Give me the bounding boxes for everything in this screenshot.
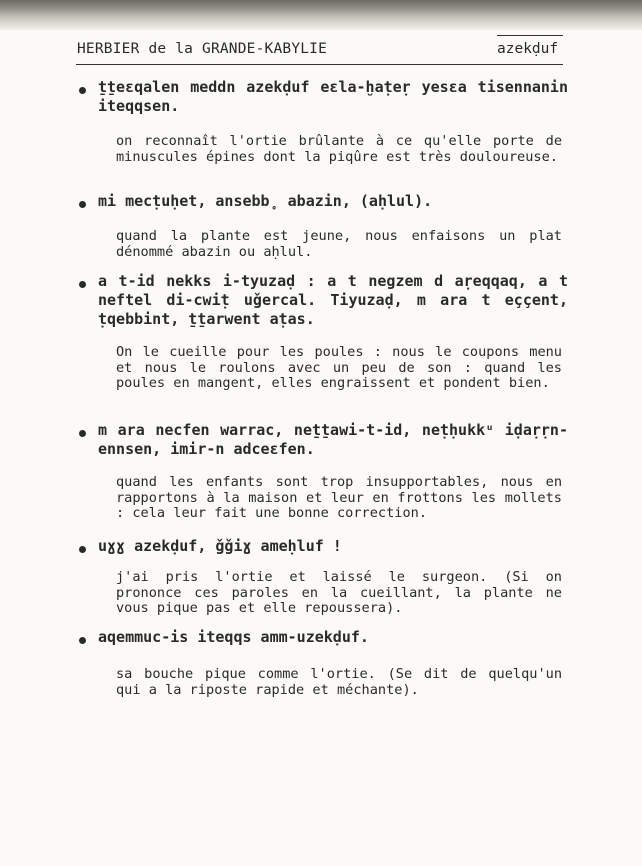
bullet-icon	[79, 430, 86, 437]
french-translation: On le cueille pour les poules : nous le coupons menu et nous le roulons avec un peu de son : quand les poules en mangent, elles engraissent et pondent bien.	[116, 344, 562, 392]
header-rule	[76, 64, 563, 65]
bullet-icon	[79, 546, 86, 553]
bullet-icon	[79, 281, 86, 288]
bullet-icon	[79, 637, 86, 644]
french-translation: j'ai pris l'ortie et laissé le surgeon. (Si on prononce ces paroles en la cueillant, la plante ne vous pique pas et elle repoussera).	[116, 569, 562, 617]
page-header-title: HERBIER de la GRANDE-KABYLIE	[77, 41, 328, 57]
french-translation: sa bouche pique comme l'ortie. (Se dit de quelqu'un qui a la riposte rapide et méchante).	[116, 666, 562, 698]
french-translation: quand les enfants sont trop insupportables, nous en rapportons à la maison et leur en frottons les mollets : cela leur fait une bonne correction.	[116, 474, 562, 522]
kabyle-text: uɣɣ azekḍuf, ǧǧiɣ ameḥluf !	[98, 537, 342, 555]
bullet-icon	[79, 87, 86, 94]
bullet-icon	[79, 201, 86, 208]
header-section-rule	[497, 35, 563, 36]
page-header-section: azekḍuf	[497, 41, 559, 57]
kabyle-text: m ara necfen warrac, neṯṯawi-t-id, neṭḥukkᵘ iḍaṛṛn-ennsen, imir-n adceɛfen.	[98, 421, 568, 458]
kabyle-text: mi mecṭuḥet, ansebb̥ abazin, (aḥlul).	[98, 192, 433, 210]
french-translation: on reconnaît l'ortie brûlante à ce qu'elle porte de minuscules épines dont la piqûre est très douloureuse.	[116, 133, 562, 165]
french-translation: quand la plante est jeune, nous enfaisons un plat dénommé abazin ou aḥlul.	[116, 228, 562, 260]
kabyle-text: ṯṯeɛqalen meddn azekḍuf eɛla-ḫaṭeṛ yesɛa tisennanin iteqqsen.	[98, 78, 568, 115]
kabyle-text: a t-id nekks i-tyuzaḍ : a t negzem d aṛeqqaq, a t neftel di-cwiṭ uǧercal. Tiyuzaḍ, m ara t eççent, ṭqebbint, ṯṯarwent aṭas.	[98, 272, 568, 328]
kabyle-text: aqemmuc-is iteqqs amm-uzekḍuf.	[98, 628, 369, 646]
